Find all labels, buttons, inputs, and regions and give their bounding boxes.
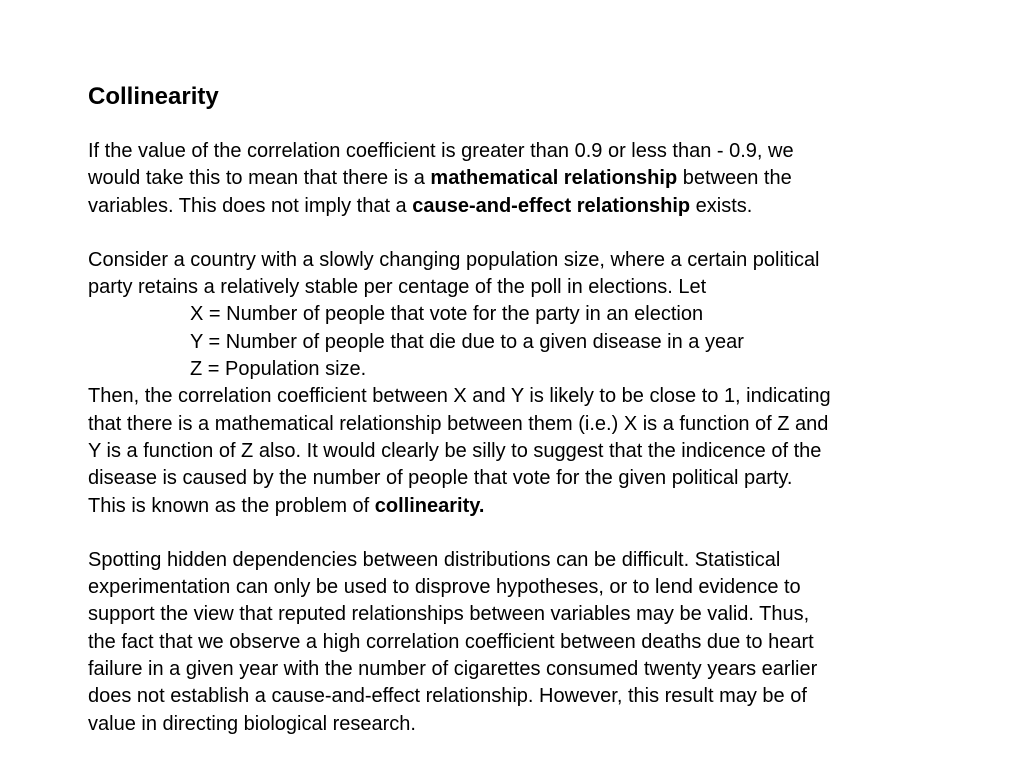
text-line: experimentation can only be used to disprove hypotheses, or to lend evidence to <box>88 576 801 599</box>
text-line: failure in a given year with the number of cigarettes consumed twenty years earlier <box>88 658 818 681</box>
text-span: Y is a function of Z also. It would clearly be silly to suggest that the indicence of the <box>88 439 822 462</box>
text-line: the fact that we observe a high correlation coefficient between deaths due to heart <box>88 630 814 653</box>
text-line <box>88 193 948 220</box>
paragraph-correlation-threshold <box>88 138 948 220</box>
text-line <box>88 247 948 274</box>
text-line <box>88 411 948 438</box>
definition-x: X = Number of people that vote for the party in an election <box>190 303 704 326</box>
text-line: support the view that reputed relationships between variables may be valid. Thus, <box>88 603 810 626</box>
document-page <box>88 80 948 738</box>
text-span: exists. <box>690 194 753 217</box>
text-line <box>88 493 948 520</box>
text-span: party retains a relatively stable per centage of the poll in elections. Let <box>88 276 707 299</box>
text-span: that there is a mathematical relationship between them (i.e.) X is a function of Z and <box>88 412 829 435</box>
text-line <box>88 165 948 192</box>
text-line <box>88 138 948 165</box>
text-span: would take this to mean that there is a <box>88 167 431 190</box>
paragraph-gap <box>88 220 948 247</box>
text-line <box>88 383 948 410</box>
bold-term-mathematical-relationship: mathematical relationship <box>430 167 678 190</box>
paragraph-gap <box>88 520 948 547</box>
definition-y: Y = Number of people that die due to a given disease in a year <box>190 330 744 353</box>
text-line <box>88 438 948 465</box>
bold-term-collinearity: collinearity. <box>374 494 485 517</box>
text-span: Then, the correlation coefficient between X and Y is likely to be close to 1, indicating <box>88 385 831 408</box>
text-line: does not establish a cause-and-effect relationship. However, this result may be of <box>88 685 807 708</box>
definition-z: Z = Population size. <box>190 358 367 381</box>
text-span: variables. This does not imply that a <box>88 194 413 217</box>
text-span: between the <box>677 167 792 190</box>
text-span: This is known as the problem of <box>88 494 375 517</box>
paragraph-example <box>88 247 948 520</box>
page-title: Collinearity <box>88 83 219 110</box>
text-line <box>88 274 948 301</box>
text-line: value in directing biological research. <box>88 712 416 735</box>
text-span: disease is caused by the number of people that vote for the given political party. <box>88 467 793 490</box>
bold-term-cause-and-effect: cause-and-effect relationship <box>412 194 691 217</box>
text-line: Spotting hidden dependencies between distributions can be difficult. Statistical <box>88 548 781 571</box>
text-line <box>88 465 948 492</box>
paragraph-hidden-dependencies <box>88 547 948 738</box>
text-span: Consider a country with a slowly changing population size, where a certain political <box>88 248 820 271</box>
text-span: If the value of the correlation coefficient is greater than 0.9 or less than - 0.9, we <box>88 140 794 162</box>
